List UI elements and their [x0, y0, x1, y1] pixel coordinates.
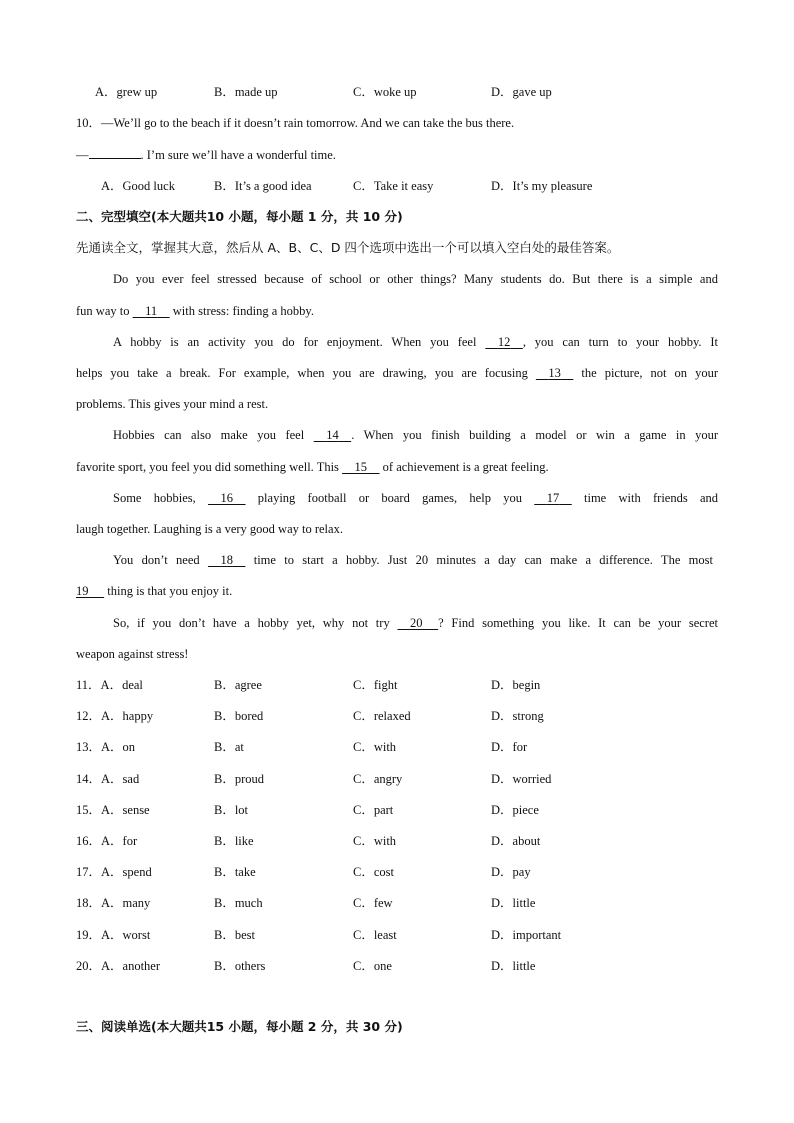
cloze-option-row: [0, 771, 794, 787]
option-b: B．others: [214, 959, 266, 973]
option-c: C．with: [353, 740, 397, 754]
option-c: C．relaxed: [353, 709, 411, 723]
blank-19: 19: [76, 584, 89, 598]
q10-reply-dash: —: [76, 148, 89, 162]
passage-p2-line2: [76, 365, 718, 381]
passage-text: Do you ever feel stressed because of school or other things? Many students do. But there is a simple and: [113, 272, 718, 286]
q10-answer-blank: [89, 147, 141, 159]
passage-p4-line1: [76, 490, 718, 506]
passage-text: Hobbies can also make you feel: [113, 428, 314, 442]
option-d: D．little: [491, 896, 536, 910]
passage-p1-line2: [76, 303, 314, 319]
passage-p1-line1: [76, 271, 718, 287]
passage-text: of achievement is a great feeling.: [379, 460, 549, 474]
blank-14: 14: [326, 428, 339, 442]
q10-reply: [76, 147, 336, 163]
passage-text: . When you finish building a model or win a game in your: [351, 428, 718, 442]
passage-text: favorite sport, you feel you did something well. This: [76, 460, 343, 474]
cloze-option-row: [0, 958, 794, 974]
option-d: D．strong: [491, 709, 544, 723]
option-c: C．part: [353, 803, 394, 817]
q9-option-b: B．made up: [214, 85, 278, 99]
option-b: B．lot: [214, 803, 249, 817]
option-b: B．take: [214, 865, 256, 879]
cloze-option-row: [0, 708, 794, 724]
option-a: 19．A．worst: [76, 928, 151, 942]
q10-option-b: B．It’s a good idea: [214, 179, 312, 193]
option-a: 16．A．for: [76, 834, 138, 848]
option-d: D．for: [491, 740, 528, 754]
blank-18: 18: [220, 553, 233, 567]
option-d: D．about: [491, 834, 541, 848]
q10-reply-text: . I’m sure we’ll have a wonderful time.: [140, 148, 336, 162]
option-b: B．proud: [214, 772, 265, 786]
cloze-option-row: [0, 802, 794, 818]
option-c: C．least: [353, 928, 397, 942]
option-d: D．piece: [491, 803, 539, 817]
option-c: C．few: [353, 896, 393, 910]
option-b: B．much: [214, 896, 263, 910]
option-a: 18．A．many: [76, 896, 151, 910]
section2-title: 二、完型填空(本大题共10 小题，每小题 1 分，共 10 分): [76, 209, 403, 224]
option-d: D．important: [491, 928, 562, 942]
q10-option-a: A．Good luck: [101, 179, 175, 193]
passage-text: time to start a hobby. Just 20 minutes a day can make a difference. The most: [245, 553, 713, 567]
option-d: D．little: [491, 959, 536, 973]
passage-p6-line2: weapon against stress!: [76, 647, 189, 661]
passage-p3-line1: [76, 427, 718, 443]
option-d: D．pay: [491, 865, 531, 879]
option-a: 15．A．sense: [76, 803, 150, 817]
passage-text: ? Find something you like. It can be your secret: [438, 616, 718, 630]
passage-p5-line2: [76, 583, 232, 599]
passage-text: thing is that you enjoy it.: [104, 584, 233, 598]
passage-text: , you can turn to your hobby. It: [522, 335, 718, 349]
option-b: B．agree: [214, 678, 262, 692]
option-b: B．best: [214, 928, 255, 942]
option-c: C．fight: [353, 678, 398, 692]
option-a: 12．A．happy: [76, 709, 154, 723]
passage-p6-line1: [76, 615, 718, 631]
passage-text: with stress: finding a hobby.: [169, 304, 314, 318]
blank-11: 11: [145, 304, 158, 318]
passage-text: the picture, not on your: [573, 366, 718, 380]
option-d: D．begin: [491, 678, 541, 692]
cloze-option-row: [0, 833, 794, 849]
option-b: B．like: [214, 834, 254, 848]
passage-text: time with friends and: [571, 491, 719, 505]
blank-20: 20: [409, 616, 423, 630]
q10-option-c: C．Take it easy: [353, 179, 434, 193]
option-a: 17．A．spend: [76, 865, 152, 879]
passage-p4-line2: laugh together. Laughing is a very good way to relax.: [76, 522, 343, 536]
passage-p3-line2: [76, 459, 549, 475]
option-b: B．bored: [214, 709, 264, 723]
passage-p2-line3: problems. This gives your mind a rest.: [76, 397, 269, 411]
section3-title: 三、阅读单选(本大题共15 小题，每小题 2 分，共 30 分): [76, 1019, 403, 1034]
option-a: 13．A．on: [76, 740, 136, 754]
option-c: C．cost: [353, 865, 394, 879]
option-a: 14．A．sad: [76, 772, 140, 786]
blank-12: 12: [497, 335, 511, 349]
passage-p2-line1: [76, 334, 718, 350]
cloze-option-row: [0, 895, 794, 911]
passage-text: helps you take a break. For example, when you are drawing, you are focusing: [76, 366, 536, 380]
option-c: C．with: [353, 834, 397, 848]
passage-text: A hobby is an activity you do for enjoyment. When you feel: [113, 335, 486, 349]
cloze-option-row: [0, 864, 794, 880]
option-a: 20．A．another: [76, 959, 161, 973]
passage-text: So, if you don’t have a hobby yet, why not try: [113, 616, 398, 630]
option-c: C．one: [353, 959, 392, 973]
q10-option-d: D．It’s my pleasure: [491, 179, 593, 193]
passage-p5-line1: [76, 552, 713, 568]
q9-option-d: D．gave up: [491, 85, 552, 99]
q9-option-a: A．grew up: [95, 85, 158, 99]
q10-stem: 10．—We’ll go to the beach if it doesn’t rain tomorrow. And we can take the bus there.: [76, 116, 515, 130]
blank-15: 15: [354, 460, 368, 474]
cloze-option-row: [0, 739, 794, 755]
passage-text: fun way to: [76, 304, 133, 318]
blank-17: 17: [546, 491, 560, 505]
cloze-option-row: [0, 677, 794, 693]
blank-13: 13: [548, 366, 561, 380]
section2-instruction: 先通读全文，掌握其大意，然后从 A、B、C、D 四个选项中选出一个可以填入空白处的最佳答案。: [76, 240, 620, 255]
option-a: 11．A．deal: [76, 678, 143, 692]
q10-options: [0, 178, 794, 194]
option-b: B．at: [214, 740, 244, 754]
q9-options: [0, 84, 794, 100]
passage-text: Some hobbies,: [113, 491, 209, 505]
passage-text: playing football or board games, help you: [245, 491, 535, 505]
option-c: C．angry: [353, 772, 403, 786]
blank-16: 16: [220, 491, 234, 505]
cloze-option-row: [0, 927, 794, 943]
passage-text: You don’t need: [113, 553, 208, 567]
option-d: D．worried: [491, 772, 552, 786]
q9-option-c: C．woke up: [353, 85, 417, 99]
